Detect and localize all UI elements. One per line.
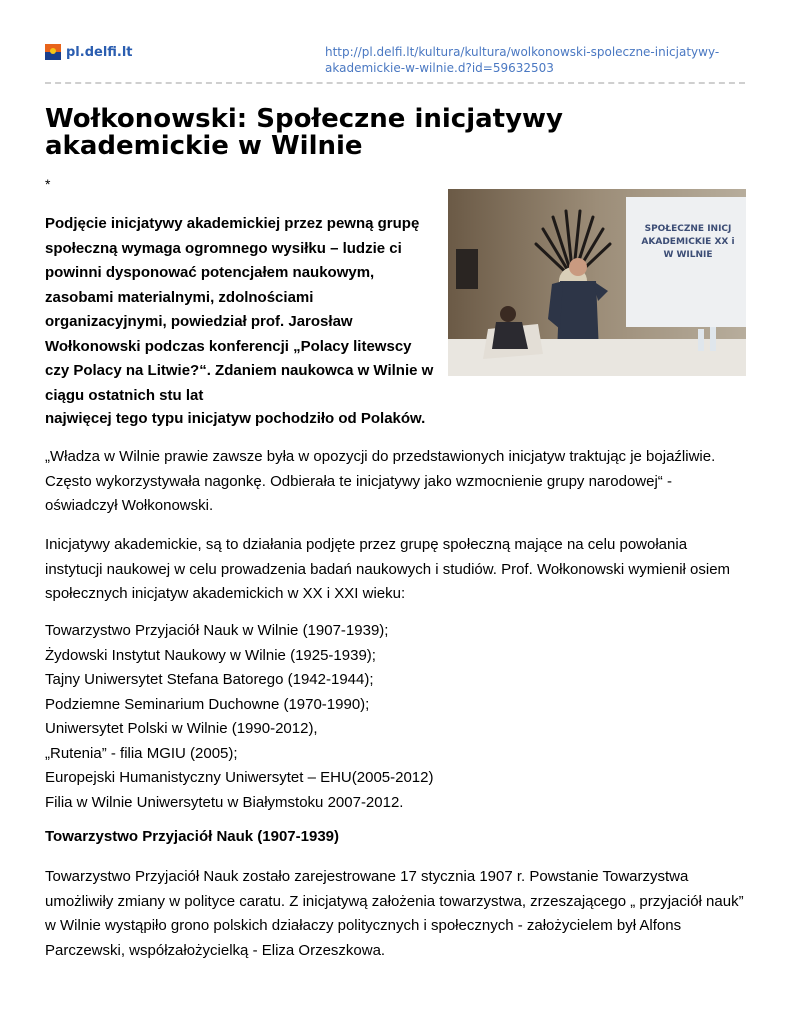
- list-item: Filia w Wilnie Uniwersytetu w Białymstoku 2007-2012.: [45, 793, 404, 811]
- delfi-logo-icon: [45, 44, 61, 60]
- site-logo[interactable]: [45, 44, 133, 60]
- asterisk-marker: *: [45, 176, 51, 192]
- header-divider: [45, 82, 745, 84]
- paragraph-3: Towarzystwo Przyjaciół Nauk zostało zarejestrowane 17 stycznia 1907 r. Powstanie Towarzystwa umożliwiły zmiany w polityce caratu. Z inicjatywą założenia towarzystwa, zrzeszającego „ przyjaciół nauk” w Wilnie wystąpiło grono polskich działaczy politycznych i społecznych - założycielem był Alfons Parczewski, współzałożycielką - Eliza Orzeszkowa.: [45, 868, 744, 959]
- slide-line-3: W WILNIE: [663, 250, 713, 260]
- article-title: Wołkonowski: Społeczne inicjatywy akademickie w Wilnie: [45, 104, 564, 161]
- slide-line-1: SPOŁECZNE INICJ: [644, 224, 732, 234]
- paragraph-2: Inicjatywy akademickie, są to działania podjęte przez grupę społeczną mające na celu powołania instytucji naukowej w celu prowadzenia badań naukowych i studiów. Prof. Wołkonowski wymienił osiem społecznych inicjatyw akademickich w XX i XXI wieku:: [45, 536, 731, 602]
- slide-line-2: AKADEMICKIE XX i: [641, 237, 735, 247]
- list-item: Podziemne Seminarium Duchowne (1970-1990);: [45, 695, 370, 713]
- article-lead: Podjęcie inicjatywy akademickiej przez pewną grupę społeczną wymaga ogromnego wysiłku – ludzie ci powinni dysponować potencjałem naukowym, zasobami materialnymi, zdolnościami organizacyjnymi, powiedział prof. Jarosław Wołkonowski podczas konferencji „Polacy litewscy czy Polacy na Litwie?“. Zdaniem naukowca w Wilnie w ciągu ostatnich stu lat: [45, 215, 434, 404]
- site-name[interactable]: pl.delfi.lt: [66, 44, 133, 60]
- initiatives-list: [45, 619, 745, 815]
- conference-photo: [448, 189, 746, 376]
- list-item: Żydowski Instytut Naukowy w Wilnie (1925-1939);: [45, 646, 376, 664]
- source-url[interactable]: http://pl.delfi.lt/kultura/kultura/wolkonowski-spoleczne-inicjatywy-akademickie-w-wilnie.d?id=59632503: [325, 45, 720, 75]
- list-item: Uniwersytet Polski w Wilnie (1990-2012),: [45, 720, 318, 737]
- page-header: [45, 44, 745, 84]
- list-item: Towarzystwo Przyjaciół Nauk w Wilnie (1907-1939);: [45, 622, 389, 639]
- list-item: Europejski Humanistyczny Uniwersytet – EHU(2005-2012): [45, 769, 434, 786]
- conference-photo-image: [448, 189, 746, 376]
- list-item: Tajny Uniwersytet Stefana Batorego (1942-1944);: [45, 671, 374, 688]
- paragraph-1: „Władza w Wilnie prawie zawsze była w opozycji do przedstawionych inicjatyw traktując je bojaźliwie. Często wykorzystywała nagonkę. Odbierała te inicjatywy jako wzmocnienie grupy narodowej“ - oświadczył Wołkonowski.: [45, 448, 716, 514]
- list-item: „Rutenia” - filia MGIU (2005);: [45, 744, 238, 762]
- article-lead-end: najwięcej tego typu inicjatyw pochodziło od Polaków.: [45, 410, 426, 427]
- section-heading: Towarzystwo Przyjaciół Nauk (1907-1939): [45, 828, 340, 845]
